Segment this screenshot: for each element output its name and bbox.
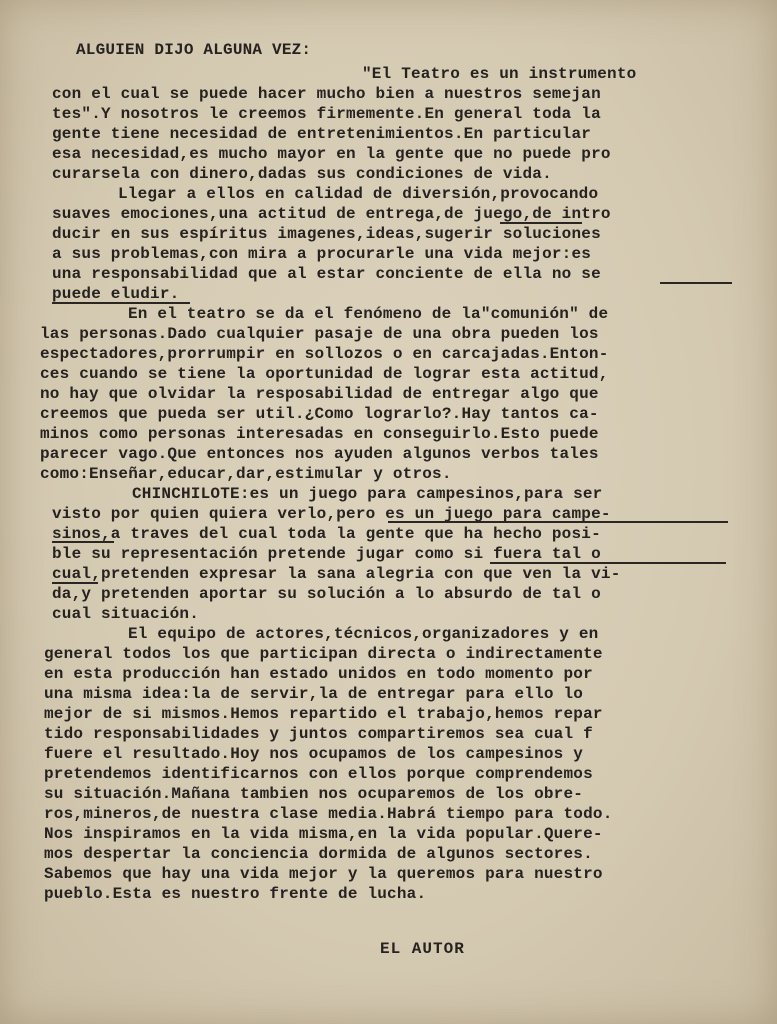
text-line: pretendemos identificarnos con ellos porque comprendemos xyxy=(44,765,593,783)
text-line: Sabemos que hay una vida mejor y la queremos para nuestro xyxy=(44,865,603,883)
text-line: ros,mineros,de nuestra clase media.Habrá tiempo para todo. xyxy=(44,805,613,823)
text-line: CHINCHILOTE:es un juego para campesinos,para ser xyxy=(132,485,603,503)
text-line: curarsela con dinero,dadas sus condiciones de vida. xyxy=(52,165,552,183)
text-line: El equipo de actores,técnicos,organizadores y en xyxy=(128,625,599,643)
text-line: en esta producción han estado unidos en todo momento por xyxy=(44,665,593,683)
text-line: sinos,a traves del cual toda la gente que ha hecho posi- xyxy=(52,525,601,543)
text-line: mejor de si mismos.Hemos repartido el trabajo,hemos repar xyxy=(44,705,603,723)
underline-como-si-fuera xyxy=(490,562,726,564)
text-line: visto por quien quiera verlo,pero es un juego para campe- xyxy=(52,505,611,523)
text-line: "El Teatro es un instrumento xyxy=(362,65,637,83)
text-line: parecer vago.Que entonces nos ayuden algunos verbos tales xyxy=(40,445,599,463)
underline-no-se xyxy=(660,282,732,284)
text-line: da,y pretenden aportar su solución a lo absurdo de tal o xyxy=(52,585,601,603)
text-line: cual situación. xyxy=(52,605,200,623)
text-line: espectadores,prorrumpir en sollozos o en carcajadas.Enton- xyxy=(40,345,609,363)
underline-pero-es-un-juego xyxy=(388,521,728,523)
underline-de-juego xyxy=(500,222,582,224)
text-line: a sus problemas,con mira a procurarle una vida mejor:es xyxy=(52,245,592,263)
text-line: las personas.Dado cualquier pasaje de una obra pueden los xyxy=(40,325,599,343)
text-line: ducir en sus espíritus imagenes,ideas,sugerir soluciones xyxy=(52,225,601,243)
text-line: ble su representación pretende jugar como si fuera tal o xyxy=(52,545,601,563)
text-line: tido responsabilidades y juntos compartiremos sea cual f xyxy=(44,725,593,743)
text-line: no hay que olvidar la resposabilidad de entregar algo que xyxy=(40,385,599,403)
text-line: creemos que pueda ser util.¿Como lograrlo?.Hay tantos ca- xyxy=(40,405,599,423)
text-line: fuere el resultado.Hoy nos ocupamos de los campesinos y xyxy=(44,745,584,763)
text-line: como:Enseñar,educar,dar,estimular y otros. xyxy=(40,465,452,483)
text-line: tes".Y nosotros le creemos firmemente.En general toda la xyxy=(52,105,601,123)
text-line: una misma idea:la de servir,la de entregar para ello lo xyxy=(44,685,584,703)
signature: EL AUTOR xyxy=(380,940,465,958)
text-line: ces cuando se tiene la oportunidad de lograr esta actitud, xyxy=(40,365,609,383)
underline-puede-eludir xyxy=(52,302,190,304)
text-line: puede eludir. xyxy=(52,285,180,303)
document-heading: ALGUIEN DIJO ALGUNA VEZ: xyxy=(76,41,312,59)
text-line: Nos inspiramos en la vida misma,en la vida popular.Querе- xyxy=(44,825,603,843)
text-line: su situación.Mañana tambien nos ocuparemos de los obre- xyxy=(44,785,584,803)
text-line: gente tiene necesidad de entretenimientos.En particular xyxy=(52,125,592,143)
text-line: minos como personas interesadas en conseguirlo.Esto puede xyxy=(40,425,599,443)
text-line: suaves emociones,una actitud de entrega,de juego,de intro xyxy=(52,205,611,223)
text-line: pueblo.Esta es nuestro frente de lucha. xyxy=(44,885,427,903)
text-line: general todos los que participan directa o indirectamente xyxy=(44,645,603,663)
text-line: mos despertar la conciencia dormida de algunos sectores. xyxy=(44,845,593,863)
underline-sinos xyxy=(52,541,114,543)
text-line: En el teatro se da el fenómeno de la"comunión" de xyxy=(128,305,609,323)
text-line: con el cual se puede hacer mucho bien a nuestros semejan xyxy=(52,85,601,103)
text-line: esa necesidad,es mucho mayor en la gente que no puede pro xyxy=(52,145,611,163)
underline-cual xyxy=(52,582,98,584)
text-line: una responsabilidad que al estar conciente de ella no se xyxy=(52,265,601,283)
text-line: cual,pretenden expresar la sana alegria con que ven la vi- xyxy=(52,565,621,583)
text-line: Llegar a ellos en calidad de diversión,provocando xyxy=(118,185,599,203)
